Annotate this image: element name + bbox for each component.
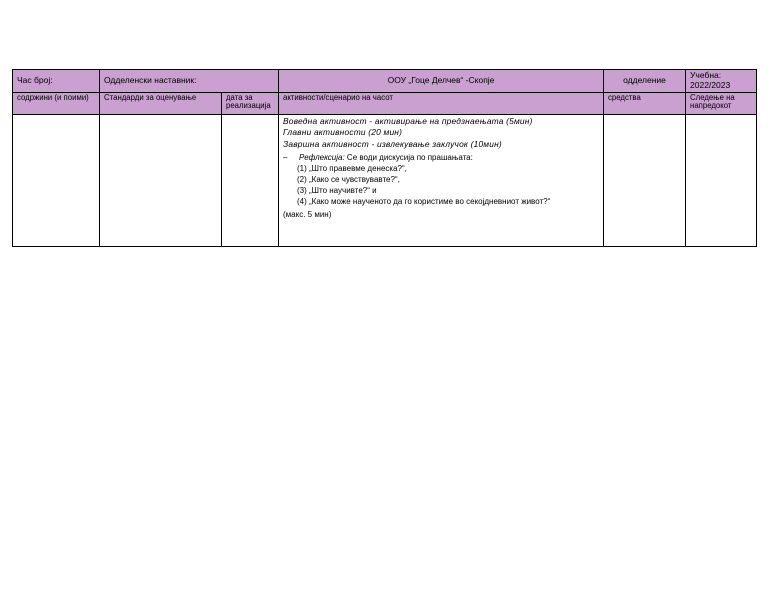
activities-cell bbox=[279, 114, 604, 246]
date-header-cell: дата за реализација bbox=[222, 92, 279, 114]
content-cell bbox=[13, 114, 100, 246]
resources-cell bbox=[604, 114, 686, 246]
intro-activity: Воведна активност - активирање на предзнаењата (5мин) bbox=[283, 115, 533, 126]
date-cell bbox=[222, 114, 279, 246]
question-4: (4) „Како може наученото да го користиме во секојдневниот живот?“ bbox=[297, 197, 551, 207]
grade-cell: одделение bbox=[604, 70, 686, 93]
tracking-header-cell: Следење на напредокот bbox=[686, 92, 757, 114]
reflection-text: Се води дискусија по прашањата: bbox=[346, 152, 473, 162]
subheader-row bbox=[13, 92, 757, 114]
school-year-cell: Учебна: 2022/2023 bbox=[686, 70, 757, 93]
duration-note: (макс. 5 мин) bbox=[283, 210, 332, 220]
header-row bbox=[13, 70, 757, 93]
standards-header-cell: Стандарди за оценување bbox=[100, 92, 222, 114]
content-header-cell: содржини (и поими) bbox=[13, 92, 100, 114]
question-1: (1) „Што правевме денеска?“, bbox=[297, 163, 407, 173]
class-teacher-cell: Одделенски наставник: bbox=[100, 70, 279, 93]
school-name-cell: ООУ „Гоце Делчев“ -Скопје bbox=[279, 70, 604, 93]
lesson-number-cell: Час број: bbox=[13, 70, 100, 93]
closing-activity: Завршна активност - извлекување заклучок (10мин) bbox=[283, 138, 502, 149]
reflection-label: Рефлексија: bbox=[299, 152, 345, 162]
standards-cell bbox=[100, 114, 222, 246]
question-2: (2) „Како се чувствувавте?“, bbox=[297, 174, 400, 184]
tracking-cell bbox=[686, 114, 757, 246]
reflection-line bbox=[283, 153, 599, 162]
activities-header-cell: активности/сценарио на часот bbox=[279, 92, 604, 114]
lesson-plan-table bbox=[12, 69, 757, 247]
main-activity: Главни активности (20 мин) bbox=[283, 127, 403, 138]
body-row bbox=[13, 114, 757, 246]
resources-header-cell: средства bbox=[604, 92, 686, 114]
question-3: (3) „Што научивте?“ и bbox=[297, 186, 377, 196]
reflection-dash: – bbox=[283, 152, 288, 162]
